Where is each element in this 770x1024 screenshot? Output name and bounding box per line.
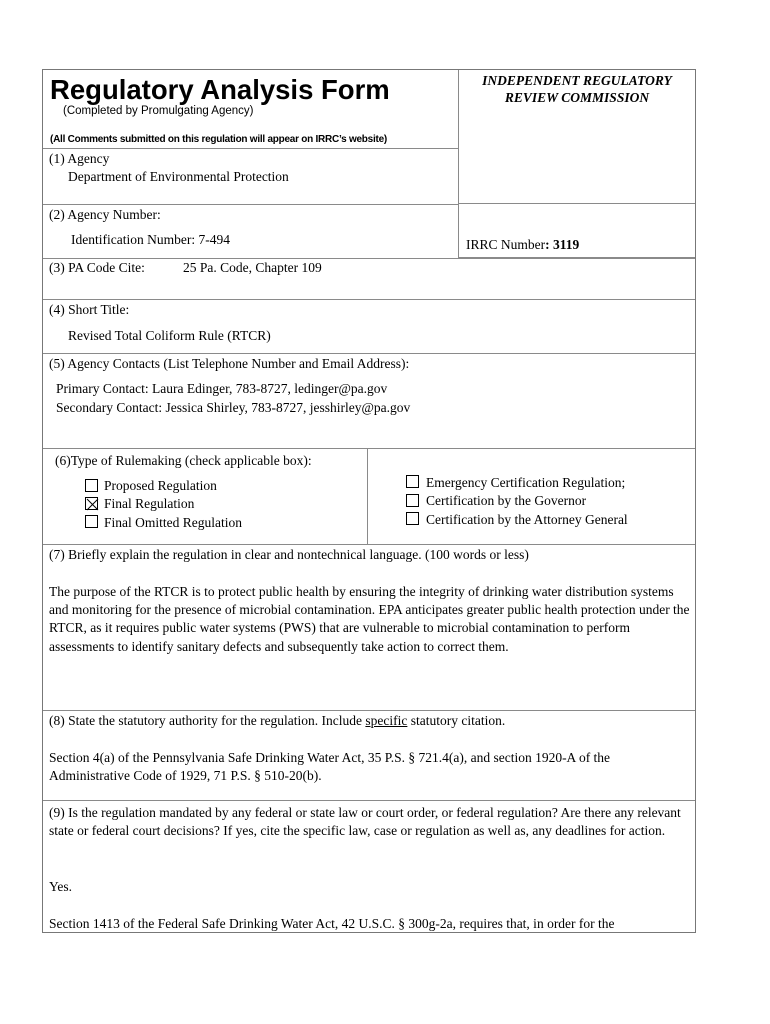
rule-short-title xyxy=(43,353,695,354)
q8-label xyxy=(49,712,505,730)
comments-note: (All Comments submitted on this regulation will appear on IRRC’s website) xyxy=(50,134,387,145)
irrc-number-label: IRRC Number xyxy=(466,237,546,252)
primary-contact: Primary Contact: Laura Edinger, 783-8727, ledinger@pa.gov xyxy=(56,381,388,396)
final-regulation-checkbox[interactable] xyxy=(85,497,98,510)
rule-rulemaking xyxy=(43,544,695,545)
rule-q7 xyxy=(43,710,695,711)
commission-line-1: INDEPENDENT REGULATORY xyxy=(482,73,672,88)
pa-code-label: (3) PA Code Cite: xyxy=(49,260,145,275)
completed-by-note: (Completed by Promulgating Agency) xyxy=(63,105,254,117)
rule-contacts xyxy=(43,448,695,449)
secondary-contact: Secondary Contact: Jessica Shirley, 783-8727, jesshirley@pa.gov xyxy=(56,400,411,415)
q8-label-post: statutory citation. xyxy=(407,713,506,728)
commission-line-2: REVIEW COMMISSION xyxy=(504,90,650,105)
short-title-value: Revised Total Coliform Rule (RTCR) xyxy=(68,328,271,343)
attorney-general-certification-checkbox[interactable] xyxy=(406,512,419,525)
pa-code-value: 25 Pa. Code, Chapter 109 xyxy=(183,260,322,275)
agency-label: (1) Agency xyxy=(49,151,110,166)
governor-certification-label: Certification by the Governor xyxy=(426,493,587,508)
final-omitted-regulation-checkbox[interactable] xyxy=(85,515,98,528)
rule-agency xyxy=(43,204,458,205)
q8-label-pre: (8) State the statutory authority for the regulation. Include xyxy=(49,713,366,728)
attorney-general-certification-label: Certification by the Attorney General xyxy=(426,512,628,527)
q9-answer-short: Yes. xyxy=(49,879,73,894)
rule-q8 xyxy=(43,800,695,801)
rule-commission xyxy=(458,203,695,204)
rule-pa-code xyxy=(43,299,695,300)
rule-comments xyxy=(43,148,458,149)
governor-certification-checkbox[interactable] xyxy=(406,494,419,507)
agency-value: Department of Environmental Protection xyxy=(68,169,289,184)
agency-number-label: (2) Agency Number: xyxy=(49,207,161,222)
checkmark-x-icon xyxy=(86,498,99,511)
final-omitted-regulation-label: Final Omitted Regulation xyxy=(104,515,242,530)
regulatory-analysis-form xyxy=(42,69,696,933)
rulemaking-divider xyxy=(367,448,368,544)
commission-header xyxy=(459,72,695,106)
q7-answer: The purpose of the RTCR is to protect public health by ensuring the integrity of drinking water distribution systems and monitoring for the presence of microbial contamination. EPA anticipates greater public health protection under the RTCR, as it requires public water systems (PWS) that are vulnerable to microbial contamination to perform assessments to identify sanitary defects and subsequently take action to correct them. xyxy=(49,584,690,654)
q8-answer: Section 4(a) of the Pennsylvania Safe Drinking Water Act, 35 P.S. § 721.4(a), and section 1920-A of the Administrative Code of 1929, 71 P.S. § 510-20(b). xyxy=(49,750,611,784)
final-regulation-label: Final Regulation xyxy=(104,496,195,511)
header-divider xyxy=(458,70,459,258)
q9-answer-start: Section 1413 of the Federal Safe Drinking Water Act, 42 U.S.C. § 300g-2a, requires that, in order for the xyxy=(49,916,615,931)
irrc-number-value: : 3119 xyxy=(545,237,580,252)
form-title: Regulatory Analysis Form xyxy=(50,74,390,105)
proposed-regulation-checkbox[interactable] xyxy=(85,479,98,492)
proposed-regulation-label: Proposed Regulation xyxy=(104,478,217,493)
rulemaking-label: (6)Type of Rulemaking (check applicable box): xyxy=(55,453,312,468)
q9-label: (9) Is the regulation mandated by any federal or state law or court order, or federal regulation? Are there any relevant state or federal court decisions? If yes, cite the specific law, case or regulation as well as, any deadlines for action. xyxy=(49,805,681,839)
identification-number: Identification Number: 7-494 xyxy=(71,232,230,247)
contacts-label: (5) Agency Contacts (List Telephone Number and Email Address): xyxy=(49,356,410,371)
short-title-label: (4) Short Title: xyxy=(49,302,130,317)
irrc-number xyxy=(466,236,579,254)
emergency-certification-label: Emergency Certification Regulation; xyxy=(426,475,626,490)
q7-label: (7) Briefly explain the regulation in clear and nontechnical language. (100 words or less) xyxy=(49,547,529,562)
emergency-certification-checkbox[interactable] xyxy=(406,475,419,488)
q8-label-underlined: specific xyxy=(365,713,408,728)
